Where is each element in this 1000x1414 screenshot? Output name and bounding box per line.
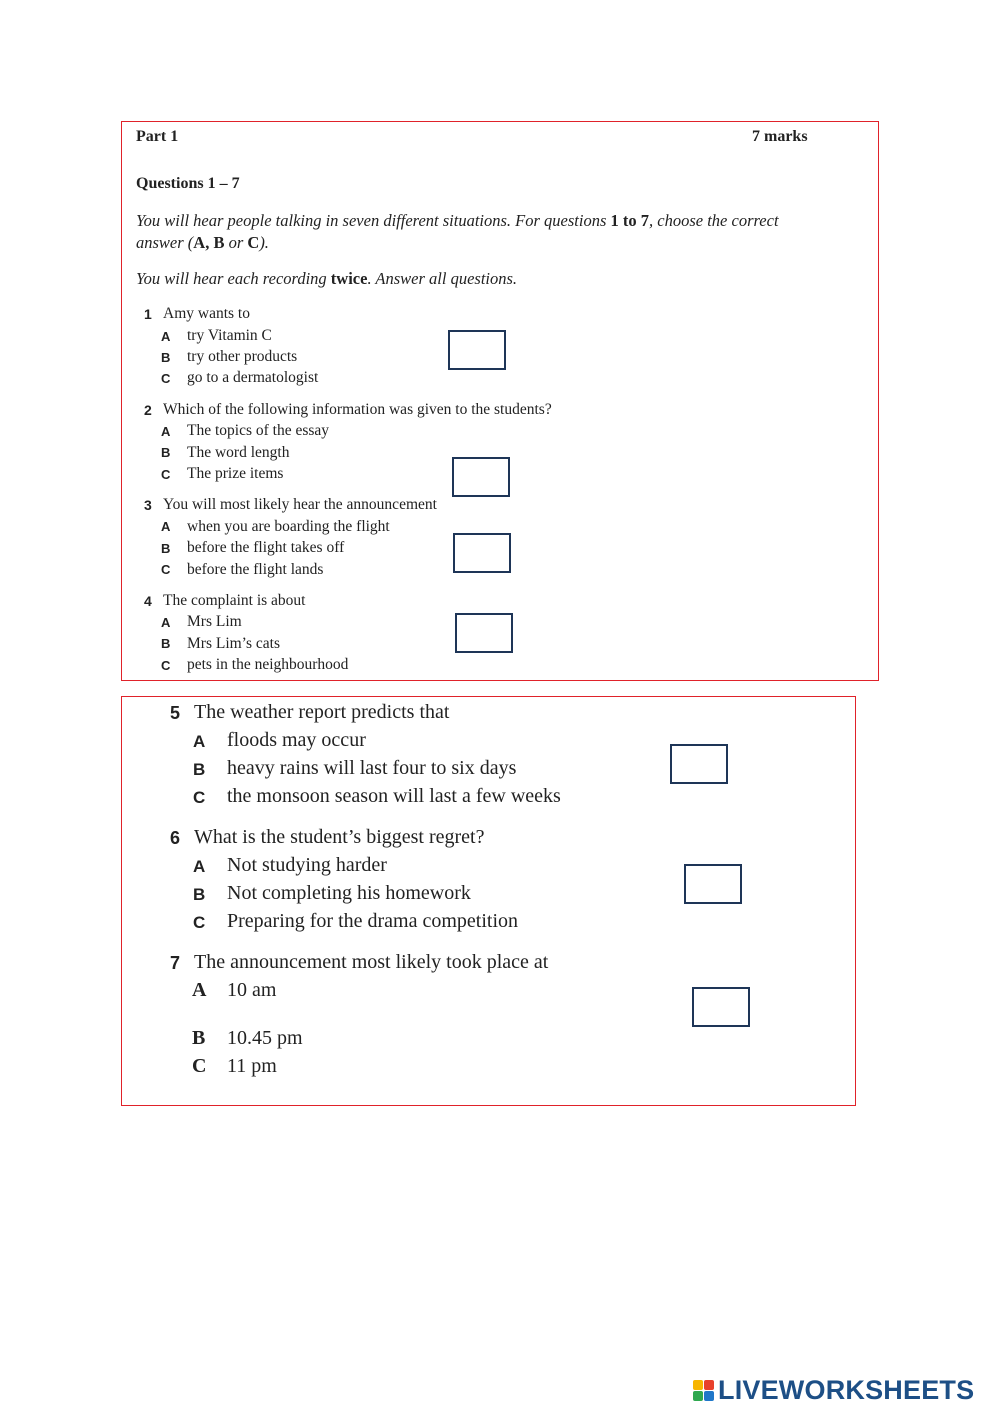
question-5-option-b-letter: B [193,760,206,779]
questions-panel-2 [121,696,856,1106]
question-7-number: 7 [170,953,181,973]
question-5-option-a-letter: A [193,732,206,751]
question-4-text: The complaint is about [163,592,306,609]
question-3-option-b-letter: B [161,541,171,556]
instruction-repeat: You will hear each recording twice. Answer all questions. [136,269,518,288]
question-3-number: 3 [144,497,152,513]
question-7-option-a-letter: A [192,979,207,1001]
question-1-option-b-letter: B [161,350,171,365]
part-title: Part 1 [136,128,179,145]
question-3-option-b: before the flight takes off [187,539,345,556]
question-2-option-c: The prize items [187,465,284,482]
question-6-option-b: Not completing his homework [227,882,471,904]
question-6-option-c-letter: C [193,913,206,932]
marks-label: 7 marks [752,128,808,145]
question-4-option-a-letter: A [161,615,171,630]
question-4-number: 4 [144,593,152,609]
logo-squares-icon [693,1380,714,1401]
logo-text: LIVEWORKSHEETS [718,1374,975,1405]
answer-box-7[interactable] [692,987,750,1027]
question-6-option-b-letter: B [193,885,206,904]
question-2-option-a: The topics of the essay [187,422,330,439]
question-7-option-c: 11 pm [227,1055,277,1077]
question-1-number: 1 [144,306,152,322]
question-4-option-b: Mrs Lim’s cats [187,635,280,652]
question-3-text: You will most likely hear the announcement [163,496,437,513]
liveworksheets-logo[interactable] [693,1374,974,1406]
question-3-option-a-letter: A [161,519,171,534]
question-4-option-b-letter: B [161,636,171,651]
question-1-text: Amy wants to [163,305,250,322]
question-5-number: 5 [170,703,181,723]
questions-heading: Questions 1 – 7 [136,175,240,192]
question-2-text: Which of the following information was given to the students? [163,401,552,418]
question-5-option-c-letter: C [193,788,206,807]
question-1-option-c: go to a dermatologist [187,369,319,386]
question-5-text: The weather report predicts that [194,701,450,723]
question-1-option-c-letter: C [161,371,171,386]
question-6-text: What is the student’s biggest regret? [194,826,485,848]
question-1-option-b: try other products [187,348,298,365]
answer-box-5[interactable] [670,744,728,784]
question-6-number: 6 [170,828,181,848]
questions-panel-1 [121,121,879,681]
question-2-option-b-letter: B [161,445,171,460]
question-7-option-c-letter: C [192,1055,207,1077]
question-1-option-a-letter: A [161,329,171,344]
question-4-option-c: pets in the neighbourhood [187,656,349,673]
question-2-option-b: The word length [187,444,290,461]
question-2-number: 2 [144,402,152,418]
question-6-option-c: Preparing for the drama competition [227,910,519,932]
question-7-option-b: 10.45 pm [227,1027,303,1049]
answer-box-6[interactable] [684,864,742,904]
question-1-option-a: try Vitamin C [187,327,272,344]
question-3-option-c: before the flight lands [187,561,324,578]
instruction-line-1: You will hear people talking in seven different situations. For questions 1 to 7, choose the correct [136,211,779,230]
question-7-text: The announcement most likely took place at [194,951,549,973]
question-6-option-a: Not studying harder [227,854,387,876]
question-7-option-b-letter: B [192,1027,206,1049]
question-3-option-c-letter: C [161,562,171,577]
question-5-option-b: heavy rains will last four to six days [227,757,517,779]
instruction-line-2: answer (A, B or C). [136,233,269,252]
question-6-option-a-letter: A [193,857,206,876]
answer-box-4[interactable] [455,613,513,653]
question-7-option-a: 10 am [227,979,277,1001]
question-5-option-c: the monsoon season will last a few weeks [227,785,561,807]
question-2-option-c-letter: C [161,467,171,482]
question-4-option-c-letter: C [161,658,171,673]
question-3-option-a: when you are boarding the flight [187,518,390,535]
question-2-option-a-letter: A [161,424,171,439]
answer-box-2[interactable] [452,457,510,497]
answer-box-3[interactable] [453,533,511,573]
answer-box-1[interactable] [448,330,506,370]
question-4-option-a: Mrs Lim [187,613,242,630]
question-5-option-a: floods may occur [227,729,366,751]
